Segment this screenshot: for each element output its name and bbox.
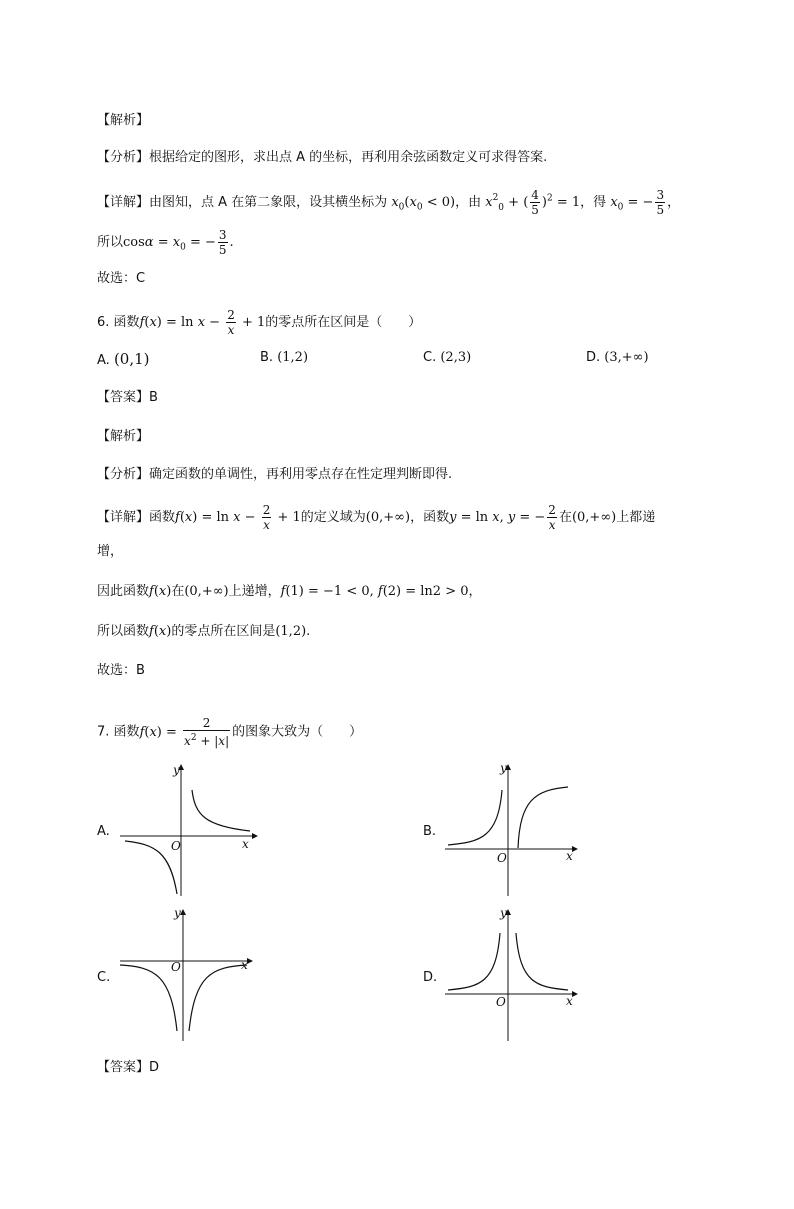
q6-answer: 【答案】B: [97, 390, 158, 405]
formula-x0-value: $x_0$ = − $\frac{3}{5}$: [610, 188, 665, 217]
graph-b-label[interactable]: B.: [423, 824, 437, 839]
x-label: x: [566, 994, 573, 1008]
option-value: (0,1): [113, 350, 150, 368]
q6-stem-b: 的零点所在区间是（ ）: [265, 315, 422, 330]
option-value: (3,+∞): [604, 350, 649, 365]
x-axis-arrow: [572, 991, 578, 997]
graph-d-label[interactable]: D.: [423, 970, 438, 985]
q6-stem-a: 函数: [113, 315, 140, 330]
q7-stem-b: 的图象大致为（ ）: [232, 724, 363, 740]
graph-a-label[interactable]: A.: [97, 824, 110, 839]
graph-c[interactable]: [115, 905, 260, 1045]
curve-left: [120, 965, 177, 1031]
option-letter: D.: [586, 350, 601, 365]
detail-text: 上都递: [616, 510, 656, 525]
x-axis-arrow: [252, 833, 258, 839]
q7-stem: [97, 716, 362, 748]
detail-text: 所以函数: [97, 624, 150, 639]
graph-b[interactable]: [440, 760, 580, 900]
jiexi-heading-1: 【解析】: [97, 113, 150, 128]
domain-interval: (0,+∞): [365, 510, 411, 525]
formula-cos: $\cos\alpha = x_0$ = − $\frac{3}{5}$ .: [123, 228, 234, 257]
q6-option-c[interactable]: [423, 350, 471, 365]
q7-formula: f(x) = $\frac{2}{x^2 + |x|}$: [139, 716, 230, 748]
detail-text-a: 由图知，点 A 在第二象限，设其横坐标为: [149, 195, 388, 210]
detail-text-b: ，由: [455, 195, 482, 210]
q6-stem: [97, 308, 421, 337]
detail-text: 在: [558, 510, 572, 525]
fx: f(x): [149, 624, 172, 639]
origin-label: O: [496, 995, 506, 1009]
q6-jiexi-heading: 【解析】: [97, 429, 150, 444]
y-label: y: [174, 906, 181, 920]
analysis-1: [97, 148, 547, 168]
detail-1-line-2: [97, 228, 234, 258]
q6-option-d[interactable]: [586, 350, 649, 365]
graph-c-label[interactable]: C.: [97, 970, 111, 985]
analysis-tag: 【分析】: [97, 467, 150, 482]
detail-tag: 【详解】: [97, 510, 150, 525]
curve-left: [448, 933, 500, 990]
suoyi-text: 所以: [97, 235, 124, 250]
detail-1-line-1: 【详解】由图知，点 A 在第二象限，设其横坐标为 $x_0(x_0 < 0)$，由 $x_{20}$ + ( $\frac{4}{5}$ )$^2$ = 1，得 $x_0$ = − $\frac{3}{5}$ ，: [97, 188, 681, 217]
q6-detail-line-3: 因此函数f(x)在(0,+∞)上递增，f(1) = −1 < 0, f(2) = ln2 > 0，: [97, 584, 482, 599]
curve-right: [516, 933, 568, 990]
x-label: x: [566, 849, 573, 863]
curve-left: [448, 790, 502, 845]
formula-circle: $x_{20}$ + ( $\frac{4}{5}$ )$^2$ = 1: [485, 188, 581, 217]
q6-values: f(1) = −1 < 0, f(2) = ln2 > 0: [280, 584, 469, 599]
graph-d[interactable]: [440, 905, 580, 1045]
q7-stem-a: 函数: [113, 724, 140, 740]
curve-right: [518, 787, 568, 848]
analysis-text: 确定函数的单调性，再利用零点存在性定理判断即得.: [149, 467, 453, 482]
q7-number: 7.: [97, 724, 110, 740]
choice-1: 故选：C: [97, 271, 146, 286]
graph-a[interactable]: [115, 760, 260, 900]
x-label: x: [241, 958, 248, 972]
option-letter: B.: [260, 350, 274, 365]
analysis-text: 根据给定的图形，求出点 A 的坐标，再利用余弦函数定义可求得答案.: [149, 150, 548, 165]
option-value: (2,3): [440, 350, 472, 365]
origin-label: O: [497, 851, 507, 865]
fx: f(x): [149, 584, 172, 599]
detail-text: ，函数: [410, 510, 450, 525]
q6-analysis: [97, 465, 452, 485]
curve-left: [125, 841, 177, 894]
q6-option-b[interactable]: [260, 350, 308, 365]
detail-text: 在: [171, 584, 185, 599]
curve-right: [192, 790, 250, 831]
option-letter: A.: [97, 353, 110, 368]
x-axis-arrow: [572, 846, 578, 852]
curve-right: [189, 965, 247, 1031]
q6-choice: 故选：B: [97, 663, 145, 678]
detail-text: 上递增，: [228, 584, 281, 599]
detail-text-c: ，得: [580, 195, 607, 210]
x-label: x: [242, 837, 249, 851]
q6-number: 6.: [97, 315, 110, 330]
result-interval: (1,2): [275, 624, 307, 639]
q6-detail-line-1: [97, 503, 655, 532]
q6-two-functions: y = ln x, y = − $\frac{2}{x}$: [449, 503, 556, 532]
detail-tag: 【详解】: [97, 195, 150, 210]
y-label: y: [173, 763, 180, 777]
q6-option-a[interactable]: [97, 350, 150, 368]
formula-x0: $x_0(x_0 < 0)$: [391, 195, 456, 213]
x-axis-arrow: [247, 958, 253, 964]
detail-text: 的定义域为: [300, 510, 366, 525]
domain-interval: (0,+∞): [184, 584, 229, 599]
q6-formula: f(x) = ln x − $\frac{2}{x}$ + 1: [139, 308, 266, 337]
q6-detail-line-2: 增，: [97, 544, 124, 559]
option-value: (1,2): [277, 350, 309, 365]
q7-answer: 【答案】D: [97, 1060, 160, 1075]
analysis-tag: 【分析】: [97, 150, 150, 165]
option-letter: C.: [423, 350, 437, 365]
y-label: y: [500, 761, 507, 775]
q6-detail-formula: f(x) = ln x − $\frac{2}{x}$ + 1: [175, 503, 301, 532]
y-axis-arrow: [180, 909, 186, 915]
q6-detail-line-4: 所以函数f(x)的零点所在区间是(1,2).: [97, 624, 311, 639]
domain-interval: (0,+∞): [571, 510, 617, 525]
detail-text: 函数: [149, 510, 176, 525]
origin-label: O: [171, 960, 181, 974]
detail-text: 因此函数: [97, 584, 150, 599]
detail-text: 的零点所在区间是: [171, 624, 276, 639]
origin-label: O: [171, 839, 181, 853]
y-label: y: [500, 906, 507, 920]
